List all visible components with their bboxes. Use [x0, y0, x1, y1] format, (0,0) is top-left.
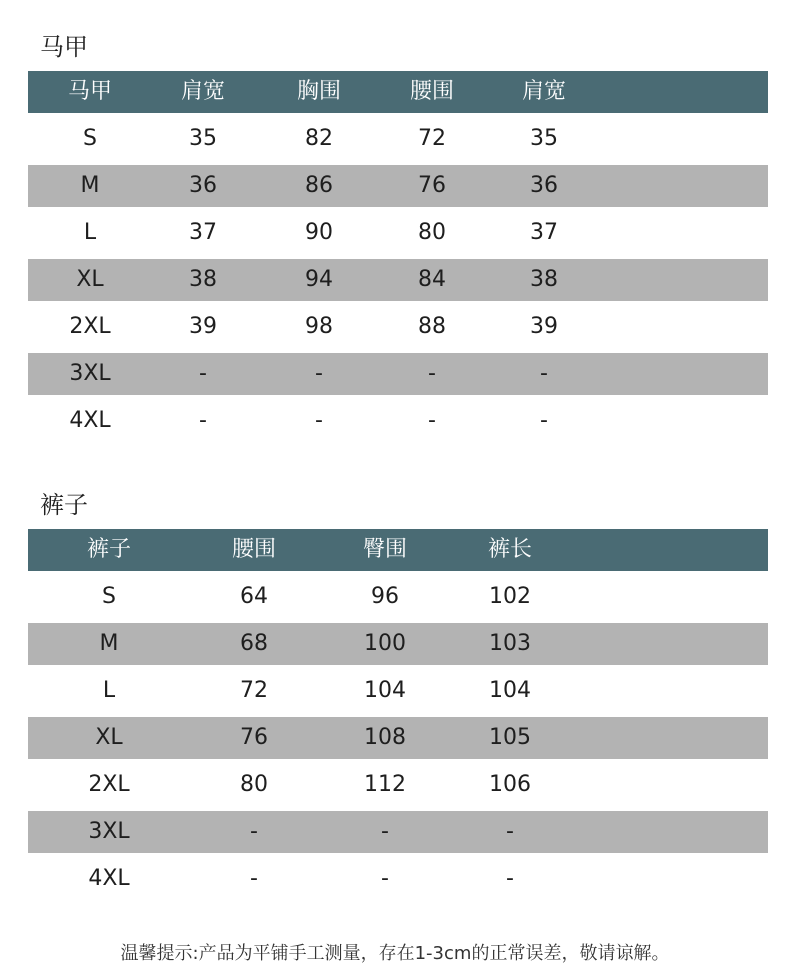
- value-cell: 108: [364, 725, 406, 750]
- value-cell: 37: [189, 220, 217, 245]
- value-cell: 80: [418, 220, 446, 245]
- size-cell: 2XL: [88, 772, 130, 797]
- pants-header-length: 裤长: [487, 537, 532, 562]
- value-cell: 90: [305, 220, 333, 245]
- value-cell: 100: [364, 631, 406, 656]
- value-cell: 112: [364, 772, 406, 797]
- value-cell: -: [381, 819, 389, 844]
- pants-header-waist: 腰围: [231, 537, 276, 562]
- pants-header-size: 裤子: [86, 537, 131, 562]
- value-cell: -: [381, 866, 389, 891]
- value-cell: -: [428, 408, 436, 433]
- value-cell: 36: [530, 173, 558, 198]
- table-row: [28, 811, 768, 853]
- value-cell: -: [199, 361, 207, 386]
- pants-header-row: [28, 529, 768, 571]
- size-cell: 4XL: [88, 866, 130, 891]
- size-cell: M: [80, 173, 100, 198]
- size-cell: L: [83, 220, 97, 245]
- size-cell: L: [102, 678, 116, 703]
- table-row: [28, 717, 768, 759]
- value-cell: 105: [489, 725, 531, 750]
- value-cell: 68: [240, 631, 268, 656]
- size-cell: 3XL: [69, 361, 111, 386]
- size-cell: XL: [76, 267, 104, 292]
- value-cell: -: [315, 361, 323, 386]
- vest-header-waist: 腰围: [409, 79, 454, 104]
- value-cell: 36: [189, 173, 217, 198]
- table-row: [28, 576, 768, 618]
- size-cell: 3XL: [88, 819, 130, 844]
- value-cell: 72: [240, 678, 268, 703]
- vest-header-shoulder: 肩宽: [180, 79, 225, 104]
- size-cell: 4XL: [69, 408, 111, 433]
- value-cell: 104: [364, 678, 406, 703]
- size-cell: XL: [95, 725, 123, 750]
- table-row: [28, 623, 768, 665]
- value-cell: 37: [530, 220, 558, 245]
- value-cell: 39: [530, 314, 558, 339]
- pants-section-title: 裤子: [40, 491, 88, 519]
- vest-header-chest: 胸围: [296, 79, 341, 104]
- table-row: [28, 259, 768, 301]
- size-cell: M: [99, 631, 119, 656]
- value-cell: -: [428, 361, 436, 386]
- value-cell: -: [540, 408, 548, 433]
- vest-header-shoulder-2: 肩宽: [521, 79, 566, 104]
- value-cell: -: [506, 819, 514, 844]
- size-cell: S: [83, 126, 97, 151]
- value-cell: 104: [489, 678, 531, 703]
- value-cell: 84: [418, 267, 446, 292]
- table-row: [28, 212, 768, 254]
- table-row: [28, 306, 768, 348]
- value-cell: 72: [418, 126, 446, 151]
- value-cell: 94: [305, 267, 333, 292]
- vest-section-title: 马甲: [40, 33, 88, 61]
- value-cell: 38: [530, 267, 558, 292]
- value-cell: 88: [418, 314, 446, 339]
- value-cell: 106: [489, 772, 531, 797]
- vest-size-table: [28, 71, 768, 442]
- value-cell: 76: [418, 173, 446, 198]
- value-cell: 86: [305, 173, 333, 198]
- value-cell: -: [506, 866, 514, 891]
- table-row: [28, 118, 768, 160]
- value-cell: 39: [189, 314, 217, 339]
- value-cell: 96: [371, 584, 399, 609]
- pants-size-table: [28, 529, 768, 900]
- vest-header-size: 马甲: [67, 79, 112, 104]
- value-cell: 82: [305, 126, 333, 151]
- value-cell: -: [315, 408, 323, 433]
- size-cell: 2XL: [69, 314, 111, 339]
- table-row: [28, 165, 768, 207]
- table-row: [28, 858, 768, 900]
- value-cell: -: [540, 361, 548, 386]
- value-cell: 64: [240, 584, 268, 609]
- size-cell: S: [102, 584, 116, 609]
- value-cell: 35: [530, 126, 558, 151]
- value-cell: -: [199, 408, 207, 433]
- value-cell: -: [250, 819, 258, 844]
- table-row: [28, 353, 768, 395]
- value-cell: 98: [305, 314, 333, 339]
- value-cell: 38: [189, 267, 217, 292]
- value-cell: 102: [489, 584, 531, 609]
- measurement-note: 温馨提示:产品为平铺手工测量，存在1-3cm的正常误差，敬请谅解。: [120, 943, 670, 964]
- value-cell: 76: [240, 725, 268, 750]
- value-cell: 35: [189, 126, 217, 151]
- value-cell: 80: [240, 772, 268, 797]
- table-row: [28, 400, 768, 442]
- table-row: [28, 764, 768, 806]
- pants-header-hip: 臀围: [362, 537, 407, 562]
- vest-header-row: [28, 71, 768, 113]
- value-cell: -: [250, 866, 258, 891]
- value-cell: 103: [489, 631, 531, 656]
- table-row: [28, 670, 768, 712]
